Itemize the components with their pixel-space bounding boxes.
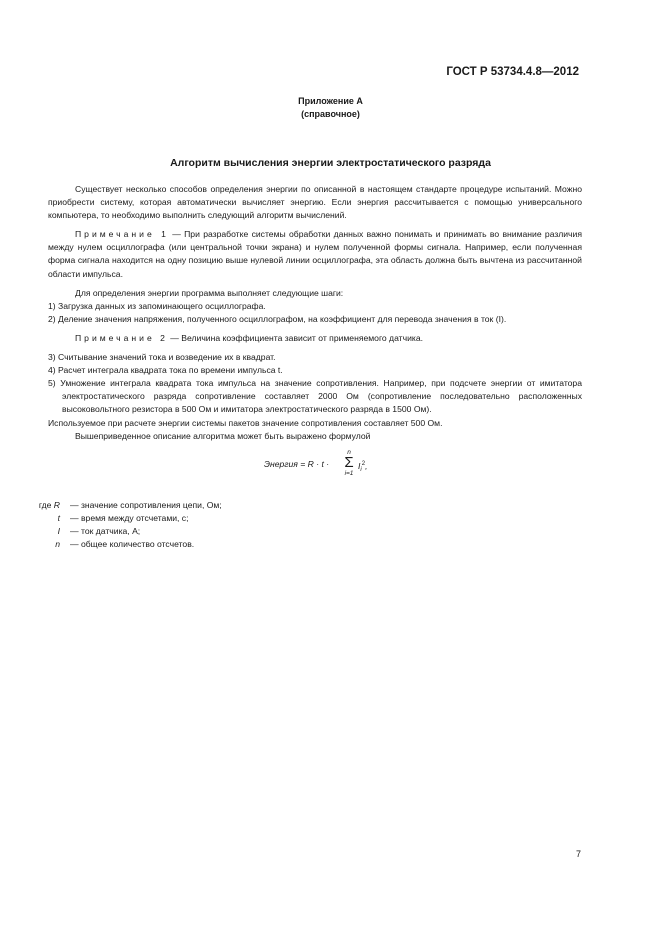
- note-1-label: Примечание 1: [75, 229, 169, 240]
- definition-row: [48, 538, 582, 551]
- symbol-t: t: [57, 512, 60, 523]
- definition-lead: где: [38, 499, 54, 510]
- definition-text: — время между отсчетами, с;: [70, 512, 189, 523]
- sum-upper-limit: n: [347, 448, 351, 456]
- definition-row: [48, 525, 582, 538]
- note-2-label: Примечание 2: [75, 332, 168, 343]
- formula-lhs: Энергия = R · t ·: [264, 458, 330, 469]
- step-item: 5) Умножение интеграла квадрата тока импульса на значение сопротивления. Например, при подсчете энергии от имитатора электростатического разряда сопротивление составляет 2000 Ом (сопротивление последовательно расположенных высоковольтного резистора в 500 Ом и имитатора электростатического разряда в 1500 Ом).: [48, 378, 582, 415]
- energy-formula: [48, 445, 582, 485]
- document-body: [38, 183, 582, 551]
- sum-operator: [342, 449, 356, 478]
- symbol-n: n: [55, 538, 60, 549]
- symbol-i: I: [57, 525, 60, 536]
- step-item: 2) Деление значения напряжения, полученного осциллографом, на коэффициент для перевода значения в ток (I).: [48, 313, 507, 324]
- definition-text: — общее количество отсчетов.: [70, 538, 195, 549]
- formula-intro: Вышеприведенное описание алгоритма может быть выражено формулой: [75, 430, 371, 441]
- used-resistance-paragraph: Используемое при расчете энергии системы пакетов значение сопротивления составляет 500 Ом.: [48, 417, 443, 428]
- definition-text: — ток датчика, А;: [70, 525, 141, 536]
- note-2-text: — Величина коэффициента зависит от применяемого датчика.: [167, 332, 423, 343]
- formula-term: [358, 458, 367, 477]
- intro-paragraph: Существует несколько способов определения энергии по описанной в настоящем стандарте процедуре испытаний. Можно приобрести систему, которая автоматически вычисляет энергию. Если энергия рассчитывается с помощью универсального компьютера, то необходимо выполнить следующий алгоритм вычислений.: [48, 184, 582, 221]
- page-number: 7: [575, 849, 581, 859]
- steps-intro: Для определения энергии программа выполняет следующие шаги:: [75, 287, 344, 298]
- symbol-r: R: [53, 499, 60, 510]
- definition-text: — значение сопротивления цепи, Ом;: [70, 499, 222, 510]
- formula-comma: ,: [365, 460, 368, 471]
- standard-code: ГОСТ Р 53734.4.8—2012: [446, 66, 579, 78]
- step-item: 4) Расчет интеграла квадрата тока по времени импульса t.: [48, 365, 283, 376]
- appendix-label: Приложение А: [298, 96, 363, 106]
- appendix-kind: (справочное): [301, 109, 360, 119]
- term-subscript: i: [360, 466, 362, 473]
- term-superscript: 2: [361, 460, 366, 467]
- steps-list-a: [48, 300, 582, 326]
- note-2: [48, 332, 582, 345]
- document-title: Алгоритм вычисления энергии электростатического разряда: [170, 157, 491, 169]
- note-1: [48, 228, 582, 280]
- definition-row: [38, 499, 582, 512]
- definition-row: [48, 512, 582, 525]
- step-item: 3) Считывание значений тока и возведение их в квадрат.: [48, 352, 276, 363]
- note-1-text: — При разработке системы обработки данных важно понимать и принимать во внимание различия между нулем осциллографа (или центральной точки экрана) и нулем полученной формы сигнала. Например, если полученная форма сигнала находится на одну позицию выше нулевой линии осциллографа, эта область должна быть вычтена из рассчитанной области импульса.: [48, 229, 582, 279]
- sum-lower-limit: i=1: [344, 469, 354, 477]
- definition-symbol: [39, 499, 60, 512]
- step-item: 1) Загрузка данных из запоминающего осциллографа.: [48, 300, 266, 311]
- steps-list-b: [48, 351, 582, 416]
- definitions-list: [38, 499, 582, 551]
- sigma-symbol: Σ: [344, 453, 354, 471]
- current-symbol: I: [358, 460, 361, 471]
